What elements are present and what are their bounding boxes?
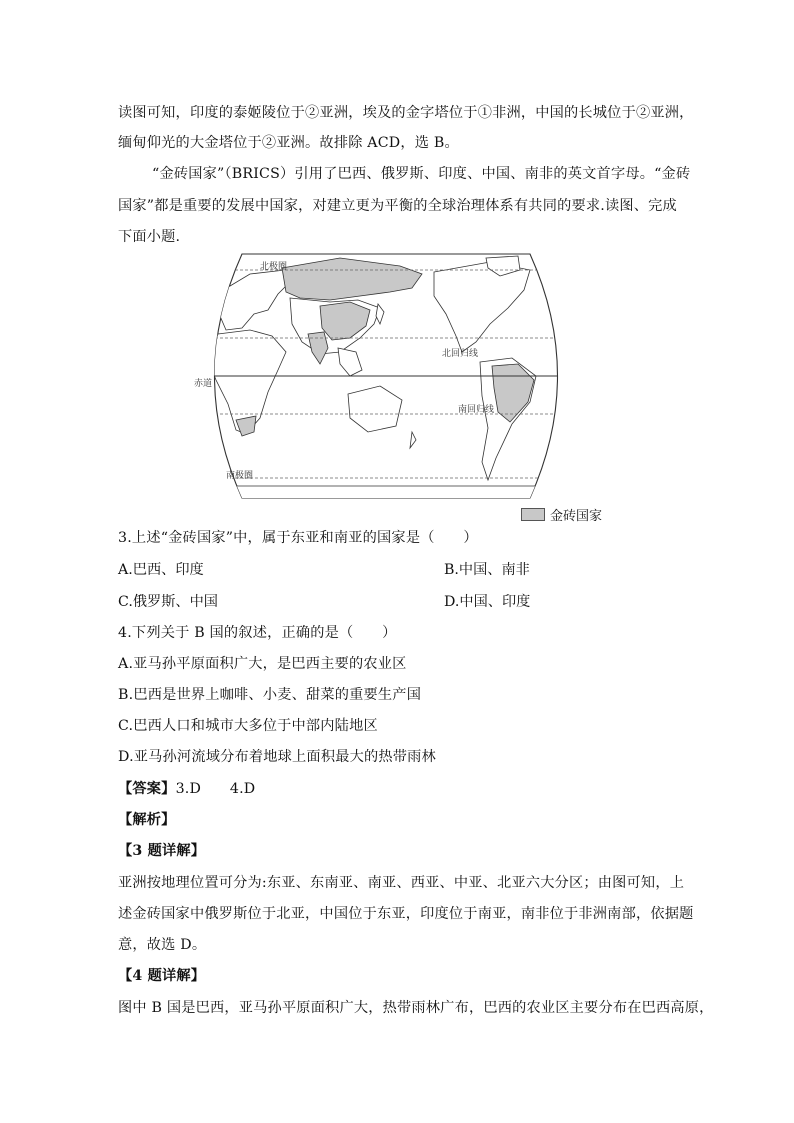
question-4-option-d: D.亚马孙河流域分布着地球上面积最大的热带雨林 [118,749,436,765]
question-4-option-b: B.巴西是世界上咖啡、小麦、甜菜的重要生产国 [118,687,422,703]
detail-3-line-1: 亚洲按地理位置可分为:东亚、东南亚、南亚、西亚、中亚、北亚六大分区；由图可知，上 [118,875,685,891]
passage-line-2: 国家”都是重要的发展中国家，对建立更为平衡的全球治理体系有共同的要求.读图、完成 [118,198,677,214]
answer-label: 【答案】 [118,781,176,797]
antarctica-landmass [190,486,582,500]
passage-line-1: “金砖国家”（BRICS）引用了巴西、俄罗斯、印度、中国、南非的英文首字母。“金砖 [152,166,691,182]
world-map [190,252,582,500]
intro-line-1: 读图可知，印度的泰姬陵位于②亚洲，埃及的金字塔位于①非洲，中国的长城位于②亚洲， [118,105,694,121]
detail-3-label: 【3 题详解】 [118,843,206,859]
question-3-option-c: C.俄罗斯、中国 [118,594,218,610]
passage-line-3: 下面小题. [118,229,181,245]
legend-label: 金砖国家 [550,508,603,524]
world-map-svg [190,252,582,500]
detail-3-line-3: 意，故选 D。 [118,937,207,953]
intro-line-2: 缅甸仰光的大金塔位于②亚洲。故排除 ACD，选 B。 [118,135,459,151]
equator-label: 赤道 [194,378,213,388]
question-4-option-c: C.巴西人口和城市大多位于中部内陆地区 [118,718,378,734]
question-4-option-a: A.亚马孙平原面积广大，是巴西主要的农业区 [118,656,407,672]
map-legend [521,505,602,523]
detail-3-line-2: 述金砖国家中俄罗斯位于北亚，中国位于东亚，印度位于南亚，南非位于非洲南部，依据题 [118,906,694,922]
question-4-stem: 4.下列关于 B 国的叙述，正确的是（ ） [118,625,397,641]
question-3-option-b: B.中国、南非 [444,562,530,578]
answer-line [118,778,680,800]
question-3-stem: 3.上述“金砖国家”中，属于东亚和南亚的国家是（ ） [118,530,478,546]
legend-swatch [521,508,545,521]
detail-4-line-1: 图中 B 国是巴西，亚马孙平原面积广大，热带雨林广布，巴西的农业区主要分布在巴西高原， [118,1000,714,1016]
arctic-circle-label: 北极圈 [260,261,288,271]
tropic-of-cancer-label: 北回归线 [442,348,479,358]
detail-4-label: 【4 题详解】 [118,968,206,984]
answer-text: 3.D 4.D [175,781,256,797]
analysis-label: 【解析】 [118,812,176,828]
question-3-option-d: D.中国、印度 [444,594,531,610]
question-3-option-a: A.巴西、印度 [118,562,204,578]
antarctic-circle-label: 南极圈 [226,470,254,480]
tropic-of-capricorn-label: 南回归线 [458,404,495,414]
